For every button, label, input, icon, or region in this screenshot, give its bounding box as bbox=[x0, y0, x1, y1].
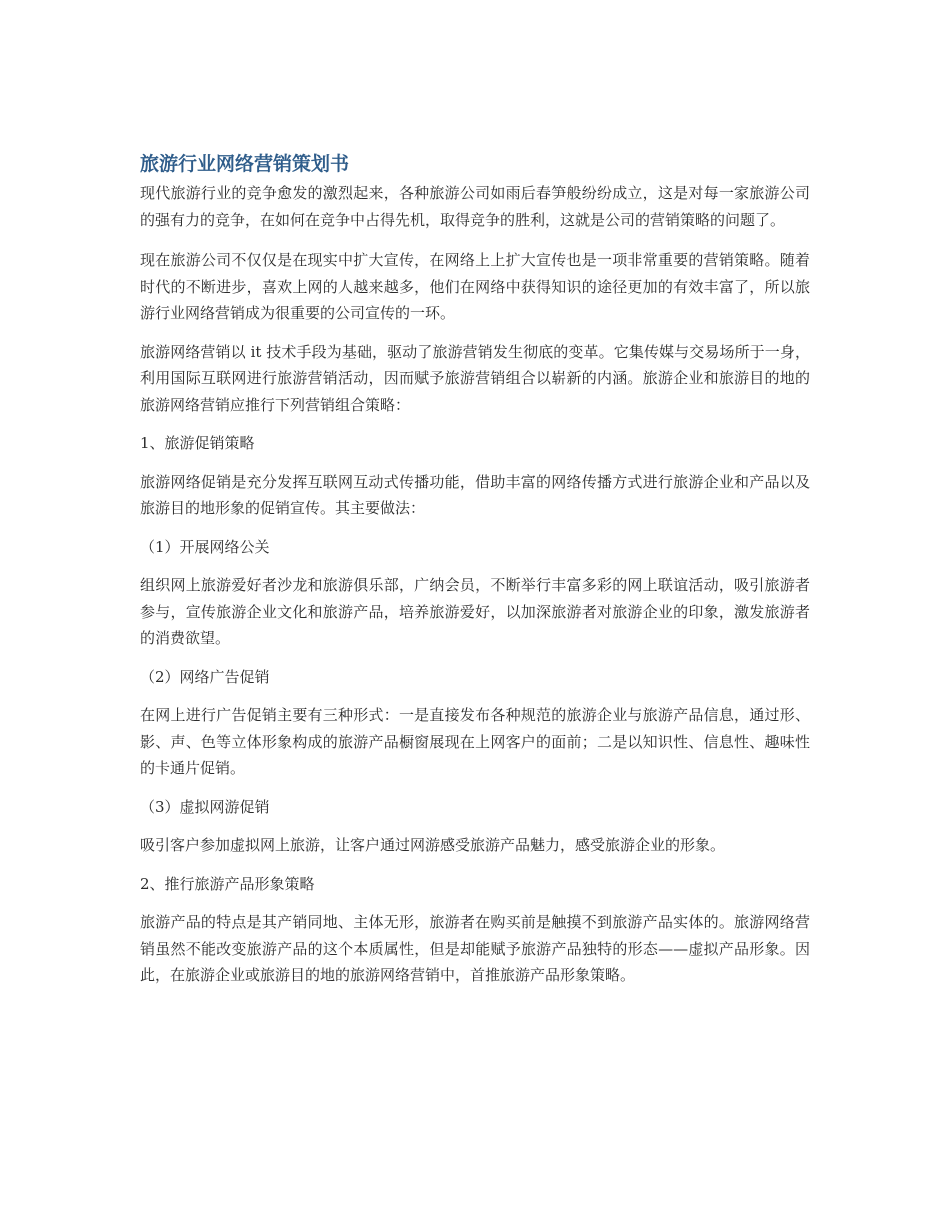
section-heading-product-image: 2、推行旅游产品形象策略 bbox=[140, 874, 315, 893]
paragraph-online-promotion: 现在旅游公司不仅仅是在现实中扩大宣传，在网络上上扩大宣传也是一项非常重要的营销策略。随着时代的不断进步，喜欢上网的人越来越多，他们在网络中获得知识的途径更加的有效丰富了，所以旅游行业网络营销成为很重要的公司宣传的一环。 bbox=[140, 251, 810, 322]
paragraph-network-ads: 在网上进行广告促销主要有三种形式：一是直接发布各种规范的旅游企业与旅游产品信息，通过形、影、声、色等立体形象构成的旅游产品橱窗展现在上网客户的面前；二是以知识性、信息性、趣味性的卡通片促销。 bbox=[140, 706, 810, 777]
paragraph-promotion-desc: 旅游网络促销是充分发挥互联网互动式传播功能，借助丰富的网络传播方式进行旅游企业和产品以及旅游目的地形象的促销宣传。其主要做法： bbox=[140, 472, 810, 517]
paragraph-product-image: 旅游产品的特点是其产销同地、主体无形，旅游者在购买前是触摸不到旅游产品实体的。旅游网络营销虽然不能改变旅游产品的这个本质属性，但是却能赋予旅游产品独特的形态——虚拟产品形象。因此，在旅游企业或旅游目的地的旅游网络营销中，首推旅游产品形象策略。 bbox=[140, 913, 810, 984]
section-heading-promotion-strategy: 1、旅游促销策略 bbox=[140, 434, 255, 452]
paragraph-virtual-tour: 吸引客户参加虚拟网上旅游，让客户通过网游感受旅游产品魅力，感受旅游企业的形象。 bbox=[140, 836, 726, 854]
paragraph-it-basis: 旅游网络营销以 it 技术手段为基础，驱动了旅游营销发生彻底的变革。它集传媒与交易场所于一身，利用国际互联网进行旅游营销活动，因而赋予旅游营销组合以崭新的内涵。旅游企业和旅游目的地的旅游网络营销应推行下列营销组合策略： bbox=[140, 342, 810, 414]
document-title: 旅游行业网络营销策划书 bbox=[140, 153, 350, 175]
subheading-virtual-tour: （3）虚拟网游促销 bbox=[140, 797, 270, 816]
subheading-network-pr: （1）开展网络公关 bbox=[140, 537, 270, 556]
subheading-network-ads: （2）网络广告促销 bbox=[140, 667, 270, 686]
paragraph-intro: 现代旅游行业的竞争愈发的激烈起来，各种旅游公司如雨后春笋般纷纷成立，这是对每一家旅游公司的强有力的竞争，在如何在竞争中占得先机，取得竞争的胜利，这就是公司的营销策略的问题了。 bbox=[140, 184, 810, 229]
paragraph-network-pr: 组织网上旅游爱好者沙龙和旅游俱乐部，广纳会员，不断举行丰富多彩的网上联谊活动，吸引旅游者参与，宣传旅游企业文化和旅游产品，培养旅游爱好，以加深旅游者对旅游企业的印象，激发旅游者的消费欲望。 bbox=[140, 576, 810, 647]
document-content bbox=[140, 150, 810, 1001]
